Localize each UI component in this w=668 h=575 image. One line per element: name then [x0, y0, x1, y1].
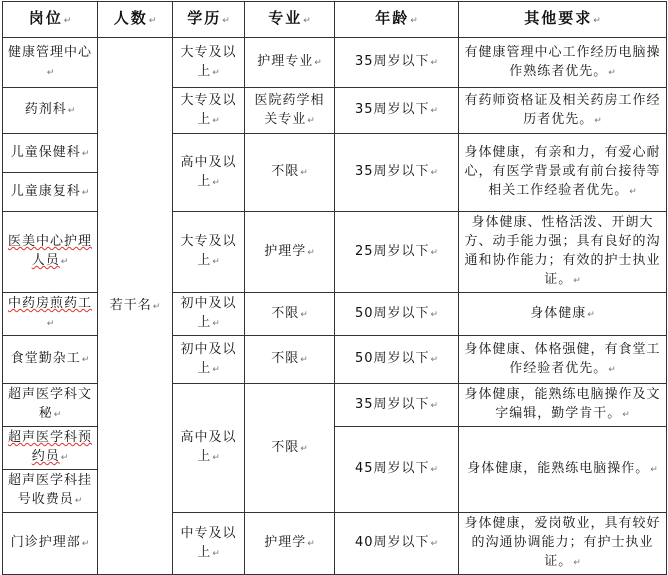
position-cell: 医美中心护理人员↵: [3, 212, 98, 293]
position-cell: 食堂勤杂工↵: [3, 336, 98, 384]
major-cell: 不限↵: [245, 134, 335, 212]
education-cell: 高中及以上↵: [173, 134, 245, 212]
major-cell: 不限↵: [245, 384, 335, 513]
education-cell: 中专及以上↵: [173, 513, 245, 575]
education-cell: 初中及以上↵: [173, 336, 245, 384]
education-cell: 大专及以上↵: [173, 38, 245, 88]
table-row: [3, 38, 667, 88]
major-cell: 不限↵: [245, 293, 335, 336]
age-cell: 45周岁以下↵: [335, 427, 459, 513]
position-cell: 儿童保健科↵: [3, 134, 98, 173]
requirement-cell: 身体健康、体格强健，有食堂工作经验者优先。↵: [459, 336, 667, 384]
count-cell: 若干名↵: [98, 38, 173, 575]
major-cell: 医院药学相关专业↵: [245, 88, 335, 134]
requirement-cell: 身体健康，能熟练电脑操作及文字编辑，勤学肯干。↵: [459, 384, 667, 427]
position-cell: 儿童康复科↵: [3, 173, 98, 212]
age-cell: 50周岁以下↵: [335, 336, 459, 384]
age-cell: 50周岁以下↵: [335, 293, 459, 336]
header-age: 年龄↵: [335, 2, 459, 38]
position-cell: 超声医学科挂号收费员↵: [3, 470, 98, 513]
header-position: 岗位↵: [3, 2, 98, 38]
position-cell: 健康管理中心↵: [3, 38, 98, 88]
major-cell: 护理专业↵: [245, 38, 335, 88]
age-cell: 40周岁以下↵: [335, 513, 459, 575]
header-education: 学历↵: [173, 2, 245, 38]
age-cell: 35周岁以下↵: [335, 134, 459, 212]
education-cell: 大专及以上↵: [173, 88, 245, 134]
education-cell: 初中及以上↵: [173, 293, 245, 336]
requirement-cell: 身体健康↵: [459, 293, 667, 336]
position-cell: 中药房煎药工↵: [3, 293, 98, 336]
requirement-cell: 身体健康，能熟练电脑操作。↵: [459, 427, 667, 513]
recruitment-table: [2, 1, 667, 575]
major-cell: 护理学↵: [245, 513, 335, 575]
position-cell: 门诊护理部↵: [3, 513, 98, 575]
major-cell: 护理学↵: [245, 212, 335, 293]
major-cell: 不限↵: [245, 336, 335, 384]
requirement-cell: 身体健康，有亲和力，有爱心耐心，有医学背景或有前台接待等相关工作经验者优先。↵: [459, 134, 667, 212]
header-count: 人数↵: [98, 2, 173, 38]
age-cell: 35周岁以下↵: [335, 384, 459, 427]
age-cell: 25周岁以下↵: [335, 212, 459, 293]
education-cell: 高中及以上↵: [173, 384, 245, 513]
requirement-cell: 有药师资格证及相关药房工作经历者优先。↵: [459, 88, 667, 134]
age-cell: 35周岁以下↵: [335, 38, 459, 88]
requirement-cell: 有健康管理中心工作经历电脑操作熟练者优先。↵: [459, 38, 667, 88]
position-cell: 药剂科↵: [3, 88, 98, 134]
education-cell: 大专及以上↵: [173, 212, 245, 293]
requirement-cell: 身体健康、性格活泼、开朗大方、动手能力强；具有良好的沟通和协作能力；有效的护士执业证。↵: [459, 212, 667, 293]
position-cell: 超声医学科文秘↵: [3, 384, 98, 427]
position-cell: 超声医学科预约员↵: [3, 427, 98, 470]
header-other: 其他要求↵: [459, 2, 667, 38]
header-row: [3, 2, 667, 38]
age-cell: 35周岁以下↵: [335, 88, 459, 134]
header-major: 专业↵: [245, 2, 335, 38]
requirement-cell: 身体健康，爱岗敬业，具有较好的沟通协调能力；有护士执业证。↵: [459, 513, 667, 575]
